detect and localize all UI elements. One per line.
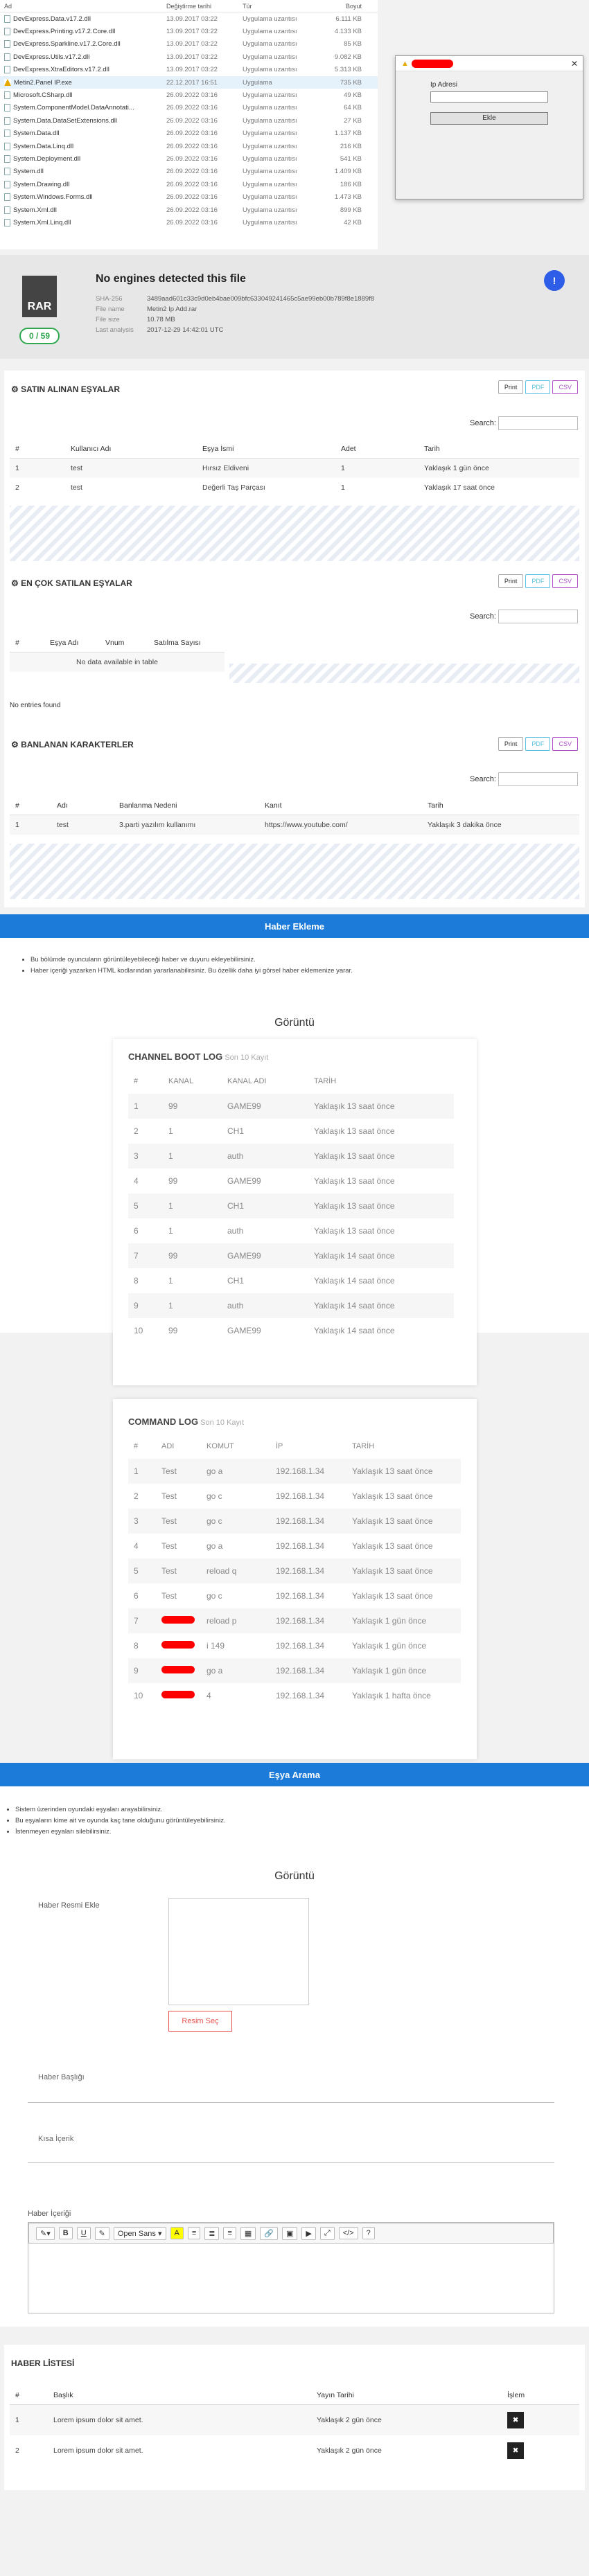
align-icon[interactable]: ≡ <box>223 2227 236 2239</box>
kisa-icerik-input[interactable] <box>28 2162 554 2163</box>
eraser-icon[interactable]: ✎ <box>95 2227 109 2240</box>
dll-file-icon <box>4 143 10 150</box>
detection-score: 0 / 59 <box>19 328 60 344</box>
log-row: 9 go a 192.168.1.34 Yaklaşık 1 gün önce <box>128 1658 461 1683</box>
redacted-mark <box>161 1691 195 1698</box>
dll-file-icon <box>4 219 10 226</box>
log-row: 5 1 CH1 Yaklaşık 13 saat önce <box>128 1193 454 1218</box>
goruntu-title-2: Görüntü <box>274 1870 315 1882</box>
channel-boot-log-card <box>113 1039 477 1385</box>
file-row[interactable]: System.ComponentModel.DataAnnotati... 26.09.2022 03:16 Uygulama uzantısı 64 KB <box>0 102 378 114</box>
file-row[interactable]: System.Data.DataSetExtensions.dll 26.09.2022 03:16 Uygulama uzantısı 27 KB <box>0 114 378 127</box>
banned-title: ⚙ BANLANAN KARAKTERLER <box>11 740 134 749</box>
file-row[interactable]: System.Drawing.dll 26.09.2022 03:16 Uygulama uzantısı 186 KB <box>0 178 378 190</box>
log-row: 2 Test go c 192.168.1.34 Yaklaşık 13 saat önce <box>134 1491 433 1501</box>
redacted-mark <box>161 1616 195 1624</box>
table-row: 2 Lorem ipsum dolor sit amet. Yaklaşık 2 gün önce ✖ <box>10 2435 579 2466</box>
news-table: # Başlık Yayın Tarihi İşlem 1 Lorem ipsum dolor sit amet. Yaklaşık 2 gün önce ✖ 2 Lorem ipsum dolor sit amet. Yaklaşık 2 gün önce ✖ <box>10 2386 579 2466</box>
pdf-button[interactable]: PDF <box>525 574 550 588</box>
table-row[interactable]: 1 test 3.parti yazılım kullanımı https://www.youtube.com/ Yaklaşık 3 dakika önce <box>10 815 579 835</box>
gear-icon: ⚙ <box>11 578 21 588</box>
empty-area <box>10 844 579 899</box>
file-row[interactable]: System.Xml.Linq.dll 26.09.2022 03:16 Uygulama uzantısı 42 KB <box>0 216 378 229</box>
editor-toolbar <box>28 2223 554 2244</box>
log-row: 2 1 CH1 Yaklaşık 13 saat önce <box>134 1126 395 1136</box>
goruntu-title: Görüntü <box>274 1017 315 1029</box>
virus-scan-card <box>0 255 589 359</box>
dll-file-icon <box>4 53 10 61</box>
close-icon[interactable]: ✕ <box>570 58 579 69</box>
search-input[interactable] <box>498 772 578 786</box>
purchased-table: # Kullanıcı Adı Eşya İsmi Adet Tarih 1 test Hırsız Eldiveni 1 Yaklaşık 1 gün önce 2 test Değerli Taş Parçası 1 Yaklaşık 17 saat önce <box>10 440 579 497</box>
log-row: 9 1 auth Yaklaşık 14 saat önce <box>128 1293 454 1318</box>
fullscreen-icon[interactable]: ⤢ <box>320 2227 335 2240</box>
gear-icon: ⚙ <box>11 384 21 394</box>
file-row[interactable]: System.Data.dll 26.09.2022 03:16 Uygulama uzantısı 1.137 KB <box>0 127 378 140</box>
log-row: 8 1 CH1 Yaklaşık 14 saat önce <box>134 1276 395 1286</box>
file-row[interactable]: DevExpress.XtraEditors.v17.2.dll 13.09.2017 03:22 Uygulama uzantısı 5.313 KB <box>0 64 378 76</box>
csv-button[interactable]: CSV <box>552 574 578 588</box>
col-type[interactable]: Tür <box>243 2 252 10</box>
help-icon[interactable]: ? <box>362 2227 375 2239</box>
dll-file-icon <box>4 104 10 112</box>
best-sellers-table: # Eşya Adı Vnum Satılma Sayısı No data available in table <box>10 634 225 672</box>
col-name[interactable]: Ad <box>4 2 12 10</box>
pdf-button[interactable]: PDF <box>525 737 550 751</box>
log-row: 5 Test reload q 192.168.1.34 Yaklaşık 13 saat önce <box>128 1558 461 1583</box>
dll-file-icon <box>4 155 10 163</box>
command-log-subtitle: Son 10 Kayıt <box>200 1419 245 1427</box>
haber-notes: • Bu bölümde oyuncuların görüntüleyebileceği haber ve duyuru ekleyebilirsiniz. • Haber içeriği yazarken HTML kodlarından yararlanabilirsiniz. Bu özellik daha iyi görsel haber eklemenize yarar. <box>21 954 353 977</box>
scan-details: SHA-256 3489aad601c33c9d0eb4bae009bfc633049241465c5ae99eb00b789f8e1889f8 File name Metin2 Ip Add.rar File size 10.78 MB Last analysis 2017-12-29 14:42:01 UTC <box>96 295 375 334</box>
unordered-list-icon[interactable]: ≡ <box>188 2227 200 2239</box>
underline-button[interactable]: U <box>77 2227 91 2239</box>
style-icon[interactable]: ✎▾ <box>36 2227 55 2240</box>
font-select[interactable]: Open Sans ▾ <box>114 2227 166 2240</box>
print-button[interactable]: Print <box>498 380 524 394</box>
haber-basligi-label: Haber Başlığı <box>38 2073 85 2081</box>
file-row[interactable]: System.Data.Linq.dll 26.09.2022 03:16 Uygulama uzantısı 216 KB <box>0 140 378 152</box>
dll-file-icon <box>4 168 10 175</box>
search-input[interactable] <box>498 416 578 430</box>
banned-panel: ⚙ BANLANAN KARAKTERLER Print PDF CSV Search: # Adı Banlanma Nedeni Kanıt Tarih 1 test 3.parti yazılım kullanımı https://www.youtube.com/ Yaklaşık 3 dakika önce <box>4 720 585 907</box>
dll-file-icon <box>4 91 10 99</box>
text-color-icon[interactable]: A <box>170 2227 184 2239</box>
ip-input[interactable] <box>430 91 548 103</box>
file-row[interactable]: DevExpress.Printing.v17.2.Core.dll 13.09.2017 03:22 Uygulama uzantısı 4.133 KB <box>0 25 378 37</box>
esya-notes: • Sistem üzerinden oyundaki eşyaları arayabilirsiniz. • Bu eşyaların kime ait ve oyunda kaç tane olduğunu görüntüleyebilirsiniz. • İstenmeyen eşyaları silebilirsiniz. <box>6 1804 226 1838</box>
empty-area <box>229 664 579 683</box>
esya-arama-header: Eşya Arama <box>0 1763 589 1786</box>
video-icon[interactable]: ▶ <box>301 2227 315 2240</box>
col-date[interactable]: Değiştirme tarihi <box>166 2 212 10</box>
file-row[interactable]: Metin2.Panel IP.exe 22.12.2017 16:51 Uygulama 735 KB <box>0 76 378 89</box>
file-row[interactable]: DevExpress.Sparkline.v17.2.Core.dll 13.09.2017 03:22 Uygulama uzantısı 85 KB <box>0 38 378 51</box>
banned-table: # Adı Banlanma Nedeni Kanıt Tarih 1 test 3.parti yazılım kullanımı https://www.youtube.com/ Yaklaşık 3 dakika önce <box>10 797 579 835</box>
resim-sec-button[interactable]: Resim Seç <box>168 2011 232 2032</box>
haber-basligi-input[interactable] <box>28 2102 554 2103</box>
info-badge-icon[interactable]: ! <box>544 270 565 291</box>
exe-file-icon <box>4 79 11 86</box>
warning-icon: ▲ <box>401 59 409 68</box>
file-row[interactable]: DevExpress.Data.v17.2.dll 13.09.2017 03:22 Uygulama uzantısı 6.111 KB <box>0 12 378 25</box>
purchased-items-panel: ⚙ SATIN ALINAN EŞYALAR Print PDF CSV Search: # Kullanıcı Adı Eşya İsmi Adet Tarih 1 test Hırsız Eldiveni 1 Yaklaşık 1 gün önce 2 test Değerli Taş Parçası 1 Yaklaşık 17 saat önce <box>4 371 585 571</box>
log-row: 10 4 192.168.1.34 Yaklaşık 1 hafta önce <box>134 1691 431 1700</box>
purchased-title: ⚙ SATIN ALINAN EŞYALAR <box>11 384 120 394</box>
pdf-button[interactable]: PDF <box>525 380 550 394</box>
ip-label: Ip Adresi <box>430 81 457 89</box>
command-log-table: # ADI KOMUT İP TARİH 1 Test go a 192.168.1.34 Yaklaşık 13 saat önce 2 Test go c 192.168.1.34 Yaklaşık 13 saat önce 3 Test go c 192.168.1.34 Yaklaşık 13 saat önce 4 Test go a 192.168.1.34 Yaklaşık 13 saat önce 5 Test reload q 192.168.1.34 Yaklaşık 13 saat önce 6 Test go c 192.168.1.34 Yaklaşık 13 saat önce 7 reload p 192.168.1.34 Yaklaşık 1 gün önce 8 i 149 192.168.1.34 Yaklaşık 1 gün önce 9 go a 192.168.1.34 Yaklaşık 1 gün önce 10 4 192.168.1.34 Yaklaşık 1 hafta önce <box>128 1434 461 1708</box>
log-row: 3 1 auth Yaklaşık 13 saat önce <box>128 1144 454 1169</box>
rich-text-editor[interactable] <box>28 2222 554 2313</box>
news-list-title: HABER LİSTESİ <box>11 2359 75 2368</box>
table-icon[interactable]: ▦ <box>240 2227 256 2240</box>
explorer-header <box>0 0 378 12</box>
channel-log-title: CHANNEL BOOT LOG <box>128 1051 223 1062</box>
entries-info: No entries found <box>10 702 61 709</box>
dll-file-icon <box>4 193 10 201</box>
channel-log-table: # KANAL KANAL ADI TARİH 1 99 GAME99 Yaklaşık 13 saat önce 2 1 CH1 Yaklaşık 13 saat önce 3 1 auth Yaklaşık 13 saat önce 4 99 GAME99 Yaklaşık 13 saat önce 5 1 CH1 Yaklaşık 13 saat önce 6 1 auth Yaklaşık 13 saat önce 7 99 GAME99 Yaklaşık 14 saat önce 8 1 CH1 Yaklaşık 14 saat önce 9 1 auth Yaklaşık 14 saat önce 10 99 GAME99 Yaklaşık 14 saat önce <box>128 1069 454 1343</box>
haber-ekleme-header: Haber Ekleme <box>0 914 589 938</box>
print-button[interactable]: Print <box>498 574 524 588</box>
dll-file-icon <box>4 28 10 35</box>
redacted-mark <box>161 1641 195 1649</box>
table-row[interactable]: 1 test Hırsız Eldiveni 1 Yaklaşık 1 gün önce <box>10 459 579 479</box>
log-row: 10 99 GAME99 Yaklaşık 14 saat önce <box>134 1326 395 1335</box>
table-row: 1 Lorem ipsum dolor sit amet. Yaklaşık 2 gün önce ✖ <box>10 2405 579 2435</box>
col-size[interactable]: Boyut <box>345 2 362 10</box>
file-row[interactable]: System.Deployment.dll 26.09.2022 03:16 Uygulama uzantısı 541 KB <box>0 152 378 165</box>
file-row[interactable]: DevExpress.Utils.v17.2.dll 13.09.2017 03:22 Uygulama uzantısı 9.082 KB <box>0 51 378 63</box>
redacted-mark <box>412 60 453 68</box>
code-view-icon[interactable]: </> <box>339 2227 358 2239</box>
log-row: 7 reload p 192.168.1.34 Yaklaşık 1 gün önce <box>128 1608 461 1633</box>
bold-button[interactable]: B <box>59 2227 73 2239</box>
file-row[interactable]: System.Xml.dll 26.09.2022 03:16 Uygulama uzantısı 899 KB <box>0 204 378 216</box>
command-log-card <box>113 1399 477 1759</box>
log-row: 7 99 GAME99 Yaklaşık 14 saat önce <box>128 1243 454 1268</box>
empty-message: No data available in table <box>10 652 225 673</box>
log-row: 1 Test go a 192.168.1.34 Yaklaşık 13 saat önce <box>128 1459 461 1484</box>
log-row: 4 Test go a 192.168.1.34 Yaklaşık 13 saat önce <box>134 1541 433 1551</box>
dll-file-icon <box>4 40 10 48</box>
ekle-button[interactable]: Ekle <box>430 112 548 125</box>
file-row[interactable]: Microsoft.CSharp.dll 26.09.2022 03:16 Uygulama uzantısı 49 KB <box>0 89 378 101</box>
redacted-mark <box>161 1666 195 1673</box>
ordered-list-icon[interactable]: ≣ <box>204 2227 219 2240</box>
dll-file-icon <box>4 117 10 125</box>
best-sellers-panel: ⚙ EN ÇOK SATILAN EŞYALAR Print PDF CSV Search: # Eşya Adı Vnum Satılma Sayısı No data available in table No entries found <box>4 565 585 720</box>
log-row: 3 Test go c 192.168.1.34 Yaklaşık 13 saat önce <box>128 1509 461 1534</box>
csv-button[interactable]: CSV <box>552 737 578 751</box>
best-sellers-title: ⚙ EN ÇOK SATILAN EŞYALAR <box>11 578 132 588</box>
empty-area <box>10 506 579 561</box>
haber-resmi-label: Haber Resmi Ekle <box>38 1901 100 1910</box>
file-explorer <box>0 0 378 249</box>
rar-file-icon: RAR <box>22 276 57 317</box>
gear-icon: ⚙ <box>11 740 21 749</box>
dll-file-icon <box>4 181 10 188</box>
dll-file-icon <box>4 130 10 137</box>
print-button[interactable]: Print <box>498 737 524 751</box>
dll-file-icon <box>4 66 10 73</box>
dll-file-icon <box>4 15 10 23</box>
log-row: 6 1 auth Yaklaşık 13 saat önce <box>134 1226 395 1236</box>
link-icon[interactable]: 🔗 <box>260 2227 278 2240</box>
file-row[interactable]: System.Windows.Forms.dll 26.09.2022 03:16 Uygulama uzantısı 1.473 KB <box>0 190 378 203</box>
kisa-icerik-label: Kısa İçerik <box>38 2135 74 2143</box>
command-log-title: COMMAND LOG <box>128 1416 199 1427</box>
log-row: 1 99 GAME99 Yaklaşık 13 saat önce <box>128 1094 454 1119</box>
csv-button[interactable]: CSV <box>552 380 578 394</box>
file-row[interactable]: System.dll 26.09.2022 03:16 Uygulama uzantısı 1.409 KB <box>0 166 378 178</box>
delete-icon[interactable]: ✖ <box>507 2442 524 2459</box>
table-row[interactable]: 2 test Değerli Taş Parçası 1 Yaklaşık 17 saat önce <box>15 483 495 492</box>
scan-headline: No engines detected this file <box>96 273 246 285</box>
image-icon[interactable]: ▣ <box>282 2227 297 2240</box>
news-list-panel <box>4 2345 585 2490</box>
channel-log-subtitle: Son 10 Kayıt <box>225 1054 269 1062</box>
dialog-titlebar <box>396 56 583 71</box>
log-row: 4 99 GAME99 Yaklaşık 13 saat önce <box>134 1176 395 1186</box>
log-row: 8 i 149 192.168.1.34 Yaklaşık 1 gün önce <box>134 1641 427 1651</box>
haber-icerigi-label: Haber İçeriği <box>28 2210 71 2218</box>
log-row: 6 Test go c 192.168.1.34 Yaklaşık 13 saat önce <box>134 1591 433 1601</box>
image-preview-box[interactable] <box>168 1898 309 2005</box>
delete-icon[interactable]: ✖ <box>507 2412 524 2428</box>
search-input[interactable] <box>498 610 578 623</box>
dll-file-icon <box>4 206 10 214</box>
ip-dialog <box>395 55 583 199</box>
